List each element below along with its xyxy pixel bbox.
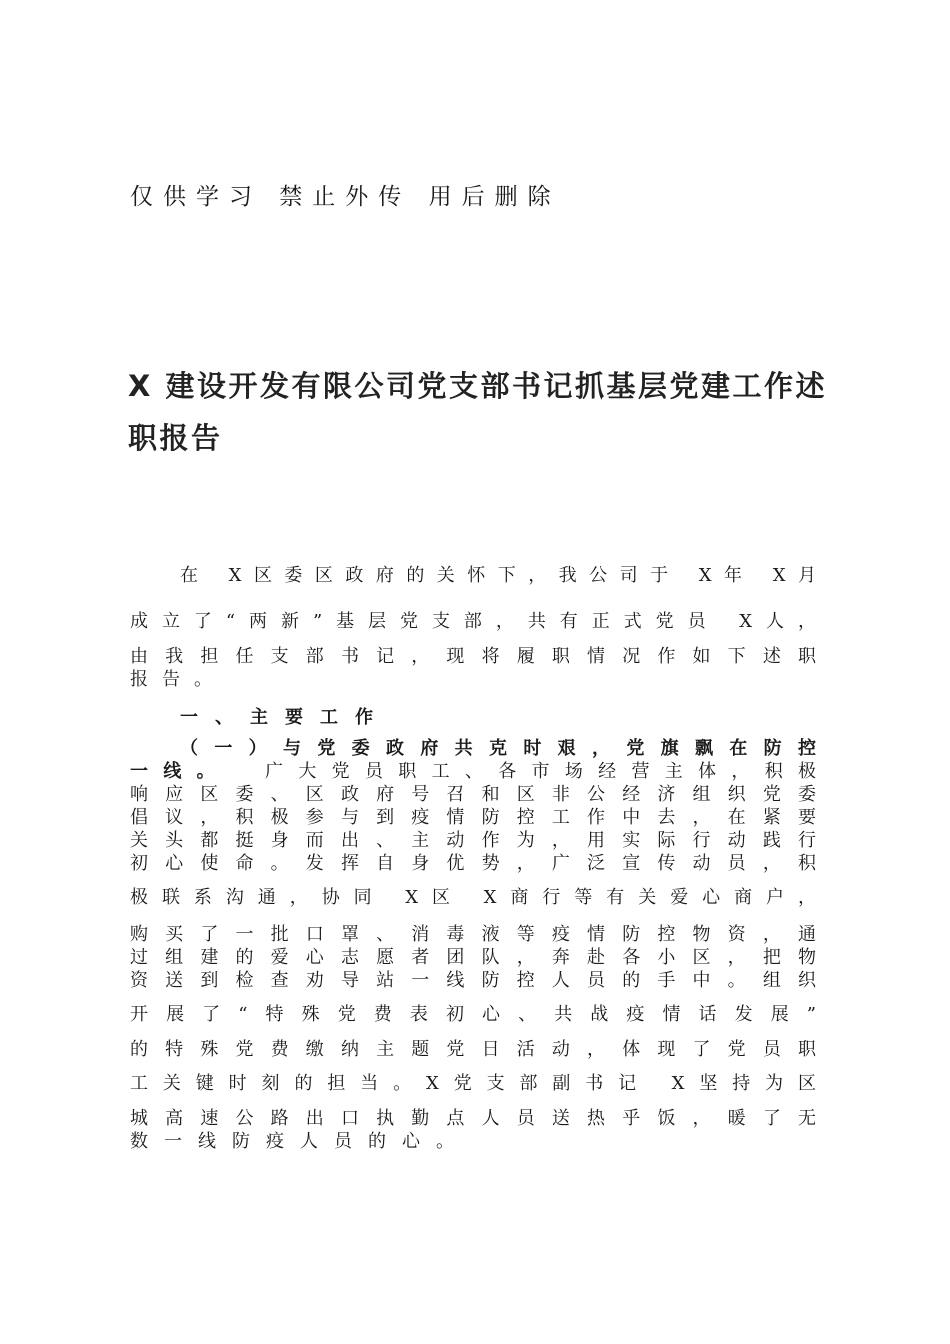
body-line: 开展了“特殊党费表初心、共战疫情话发展”	[130, 1004, 816, 1025]
body-line: 资送到检查劝导站一线防控人员的手中。组织	[130, 970, 816, 991]
intro-line: 在 X区委区政府的关怀下，我公司于 X年 X月	[180, 565, 816, 586]
subsection-heading: （一）与党委政府共克时艰，党旗飘在防控	[180, 738, 816, 759]
body-line: 工关键时刻的担当。X党支部副书记 X坚持为区	[130, 1073, 816, 1094]
body-line: 初心使命。发挥自身优势，广泛宣传动员，积	[130, 853, 816, 874]
body-line: 极联系沟通，协同 X区 X商行等有关爱心商户，	[130, 887, 816, 908]
intro-line: 报告。	[130, 669, 226, 690]
body-line: 购买了一批口罩、消毒液等疫情防控物资，通	[130, 924, 816, 945]
body-line: 城高速公路出口执勤点人员送热乎饭，暖了无	[130, 1108, 816, 1129]
body-line: 倡议，积极参与到疫情防控工作中去，在紧要	[130, 807, 816, 828]
intro-line: 成立了“两新”基层党支部，共有正式党员 X人，	[130, 611, 816, 632]
body-line-text: 广大党员职工、各市场经营主体，积极	[265, 761, 817, 782]
body-line: 关头都挺身而出、主动作为，用实际行动践行	[130, 830, 816, 851]
body-line: 数一线防疫人员的心。	[130, 1131, 470, 1152]
section-heading: 一、主要工作	[180, 707, 390, 728]
document-title: X 建设开发有限公司党支部书记抓基层党建工作述职报告	[128, 369, 827, 455]
body-line	[130, 760, 816, 783]
confidentiality-notice: 仅供学习 禁止外传 用后删除	[130, 184, 561, 210]
body-line: 过组建的爱心志愿者团队，奔赴各小区，把物	[130, 947, 816, 968]
body-line: 响应区委、区政府号召和区非公经济组织党委	[130, 784, 816, 805]
subsection-heading-end: 一线。	[130, 761, 230, 782]
body-line: 的特殊党费缴纳主题党日活动，体现了党员职	[130, 1039, 816, 1060]
intro-line: 由我担任支部书记，现将履职情况作如下述职	[130, 646, 816, 667]
